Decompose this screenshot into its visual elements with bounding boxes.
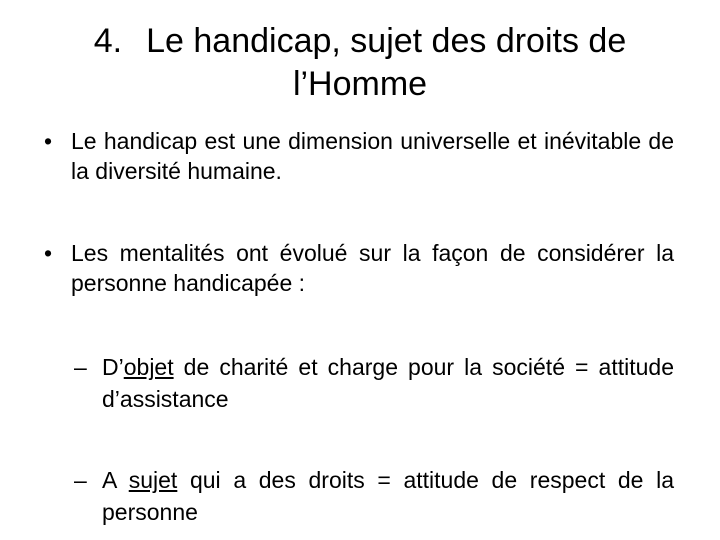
slide-title bbox=[40, 20, 680, 106]
bullet-text: Le handicap est une dimension universelle et inévitable de la diversité humaine. bbox=[71, 128, 674, 184]
sub-bullet-rest: de charité et charge pour la société = attitude d’assistance bbox=[102, 354, 674, 412]
sub-bullet-marker: – bbox=[74, 354, 87, 380]
sub-bullet-item-1 bbox=[74, 351, 674, 415]
sub-bullet-text bbox=[102, 464, 674, 528]
title-number: 4. bbox=[93, 22, 123, 60]
bullet-text: Les mentalités ont évolué sur la façon de considérer la personne handicapée : bbox=[71, 240, 674, 296]
sub-bullet-marker: – bbox=[74, 467, 87, 493]
bullet-marker: • bbox=[44, 128, 53, 154]
sub-bullet-rest: qui a des droits = attitude de respect de la personne bbox=[102, 467, 674, 525]
title-text: Le handicap, sujet des droits de l’Homme bbox=[146, 22, 627, 103]
sub-bullet-prefix: A bbox=[102, 467, 129, 493]
bullet-item-1 bbox=[44, 126, 674, 186]
sub-bullet-text bbox=[102, 351, 674, 415]
bullet-marker: • bbox=[44, 240, 53, 266]
bullet-item-2 bbox=[44, 238, 674, 298]
sub-bullet-prefix: D’ bbox=[102, 354, 124, 380]
underlined-keyword: sujet bbox=[128, 467, 178, 493]
sub-bullet-item-2 bbox=[74, 464, 674, 528]
underlined-keyword: objet bbox=[123, 354, 174, 380]
